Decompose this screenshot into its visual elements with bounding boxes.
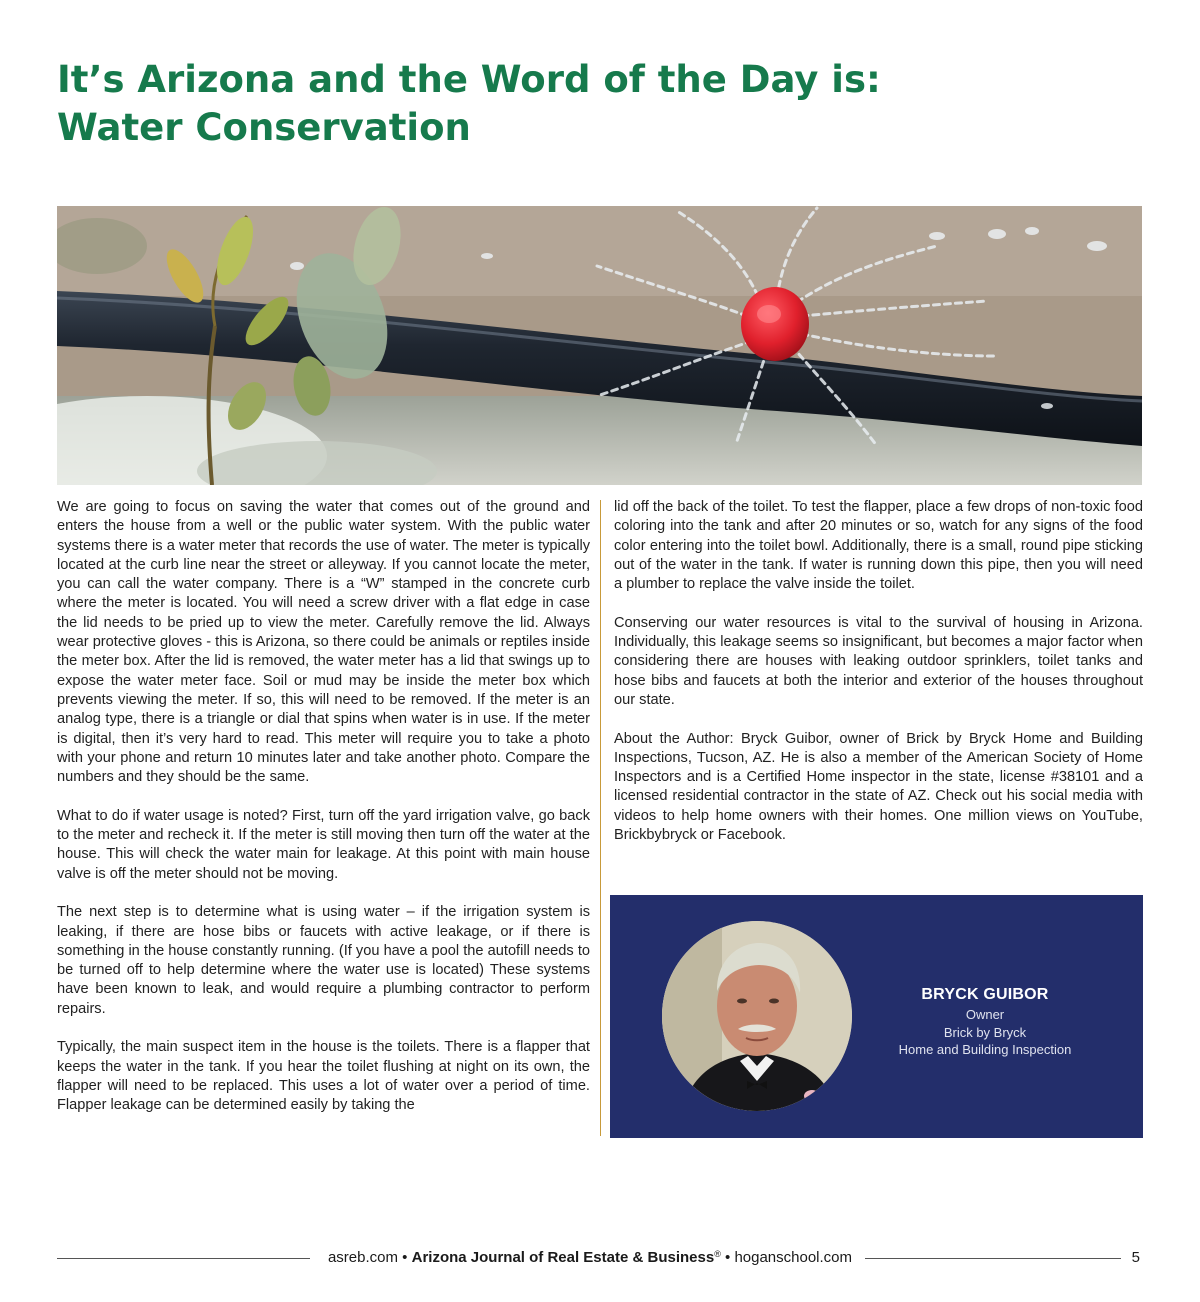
author-portrait bbox=[662, 921, 852, 1111]
footer-site-hoganschool[interactable]: hoganschool.com bbox=[734, 1249, 853, 1266]
paragraph: Conserving our water resources is vital to the survival of housing in Arizona. Individually, this leakage seems so insignificant, but becomes a major factor when considering there are houses with leaking outdoor sprinklers, toilet tanks and hose bibs and faucets at both the interior and exterior of the houses throughout our state. bbox=[614, 614, 1143, 708]
paragraph: About the Author: Bryck Guibor, owner of Brick by Bryck Home and Building Inspections, Tucson, AZ. He is also a member of the American Society of Home Inspectors and is a Certified Home inspector in the state, license #38101 and a licensed residential contractor in the state of AZ. Check out his social media with videos to help home owners with their homes. One million views on YouTube, Brickbybryck or Facebook. bbox=[614, 730, 1143, 844]
title-line-2: Water Conservation bbox=[57, 106, 471, 149]
left-column bbox=[57, 498, 590, 1116]
footer-separator: • bbox=[725, 1249, 731, 1266]
paragraph: lid off the back of the toilet. To test the flapper, place a few drops of non-toxic food coloring into the tank and after 20 minutes or so, watch for any signs of the food color entering into the toilet bowl. Additionally, there is a small, round pipe sticking out of the water in the tank. If water is running down this pipe, then you will need a plumber to replace the valve inside the toilet. bbox=[614, 499, 1143, 593]
paragraph: We are going to focus on saving the water that comes out of the ground and enters the house from a well or the public water system. With the public water systems there is a water meter that records the use of water. The meter is typically located at the curb line near the street or alleyway. If you cannot locate the meter, you can call the water company. There is a “W” stamped in the concrete curb where the meter is located. You will need a screw driver with a flat edge in case the lid needs to be pried up to view the meter. Carefully remove the lid. Always wear protective gloves - this is Arizona, so there could be animals or reptiles inside the meter box. After the lid is removed, the water meter has a lid that swings up to expose the water meter face. Soil or mud may be inside the meter box which prevents viewing the meter. If so, this will need to be removed. If the meter is an analog type, there is a triangle or dial that spins when water is in use. If the meter is digital, then it’s very hard to read. This meter will require you to take a photo with your phone and return 10 minutes later and take another photo. Compare the numbers and they should be the same. bbox=[57, 499, 590, 786]
footer-separator: • bbox=[402, 1249, 408, 1266]
article-title bbox=[57, 56, 1057, 152]
page-footer bbox=[57, 1248, 1142, 1268]
right-column bbox=[614, 498, 1143, 845]
paragraph: Typically, the main suspect item in the house is the toilets. There is a flapper that keeps the water in the tank. If you hear the toilet flushing at night on its own, the flapper will need to be replaced. This uses a lot of water over a period of time. Flapper leakage can be determined easily by taking the bbox=[57, 1039, 590, 1114]
paragraph: The next step is to determine what is using water – if the irrigation system is leaking, if there are hose bibs or faucets with active leakage, or if there is something in the house constantly running. (If you have a pool the autofill needs to be turned off to help determine where the water use is located) These systems have been known to leak, and would require a plumbing contractor to perform repairs. bbox=[57, 904, 590, 1017]
author-role: Owner bbox=[965, 1007, 1005, 1022]
author-card bbox=[610, 895, 1143, 1138]
page-number: 5 bbox=[1131, 1249, 1140, 1266]
author-card-text bbox=[870, 984, 1100, 1059]
footer-rule-right bbox=[865, 1258, 1121, 1259]
registered-mark: ® bbox=[714, 1249, 721, 1259]
hero-image bbox=[57, 206, 1142, 485]
drip-irrigation-emitter-photo bbox=[57, 206, 1142, 485]
author-name: BRYCK GUIBOR bbox=[921, 986, 1049, 1003]
title-line-1: It’s Arizona and the Word of the Day is: bbox=[57, 58, 881, 101]
author-company-line-1: Brick by Bryck bbox=[943, 1024, 1027, 1040]
footer-rule-left bbox=[57, 1258, 310, 1259]
footer-journal-name: Arizona Journal of Real Estate & Business bbox=[411, 1249, 715, 1266]
author-company-line-2: Home and Building Inspection bbox=[898, 1042, 1072, 1057]
paragraph: What to do if water usage is noted? First, turn off the yard irrigation valve, go back to the meter and recheck it. If the meter is still moving then turn off the water at the house. This will check the water main for leakage. At this point with main house valve is off the meter should not be moving. bbox=[57, 807, 590, 882]
footer-credits bbox=[325, 1248, 855, 1268]
column-divider bbox=[600, 500, 601, 1136]
footer-site-asreb[interactable]: asreb.com bbox=[327, 1249, 398, 1266]
